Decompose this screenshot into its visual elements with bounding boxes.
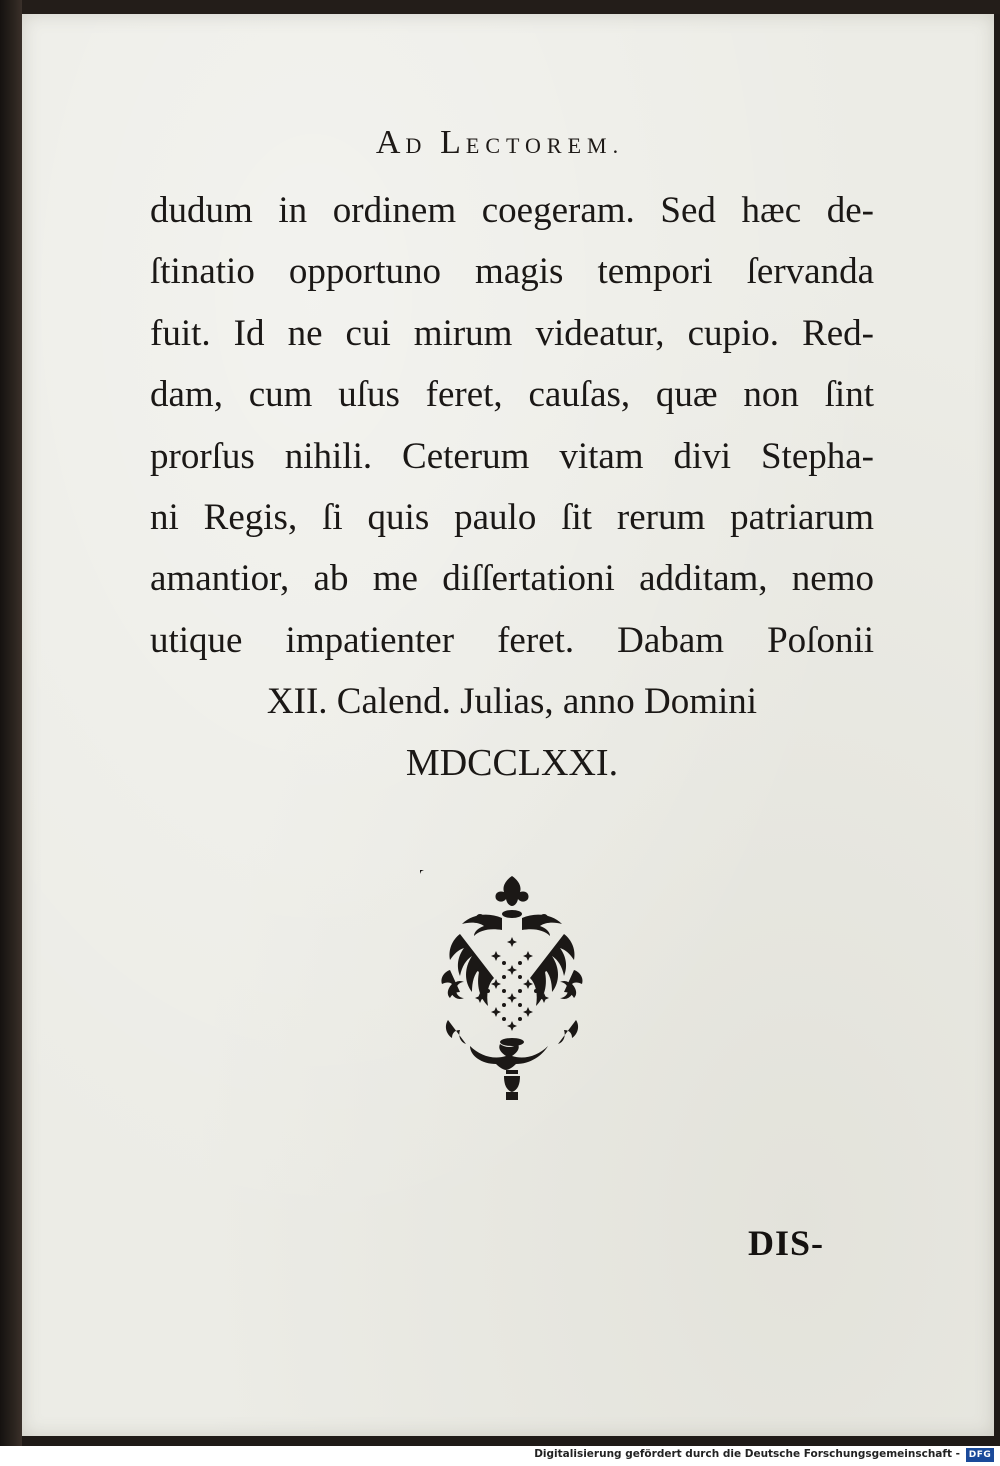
text-line: prorſus nihili. Ceterum vitam divi Stepha- <box>150 435 874 477</box>
year-line: MDCCLXXI. <box>405 741 619 784</box>
catchword: DIS- <box>748 1223 825 1263</box>
heading-initial-l: L <box>440 124 466 161</box>
heading-initial-a: A <box>375 124 406 161</box>
floral-vignette-icon <box>420 870 604 1110</box>
funding-credit: Digitalisierung gefördert durch die Deutsche Forschungsgemeinschaft - <box>534 1448 960 1460</box>
body-text <box>150 180 874 794</box>
text-line: ſtinatio opportuno magis tempori ſervanda <box>150 251 874 293</box>
page-heading <box>0 124 1000 162</box>
date-line: XII. Calend. Julias, anno Domini <box>266 681 758 723</box>
text-line: ni Regis, ſi quis paulo ſit rerum patriarum <box>150 496 874 538</box>
text-line: amantior, ab me diſſertationi additam, nemo <box>150 558 874 600</box>
dfg-logo-icon: DFG <box>966 1448 994 1462</box>
text-line: dudum in ordinem coegeram. Sed hæc de- <box>150 190 874 231</box>
book-binding-edge <box>0 0 22 1446</box>
text-line: utique impatienter feret. Dabam Poſonii <box>150 619 874 661</box>
footer-bar <box>0 1446 1000 1466</box>
heading-rest-lectorem: ECTOREM. <box>465 133 625 158</box>
scan-top-edge <box>0 0 1000 14</box>
heading-rest-ad: D <box>405 133 428 158</box>
text-line: fuit. Id ne cui mirum videatur, cupio. Red- <box>150 312 874 354</box>
text-line: dam, cum uſus feret, cauſas, quæ non ſint <box>150 374 874 416</box>
